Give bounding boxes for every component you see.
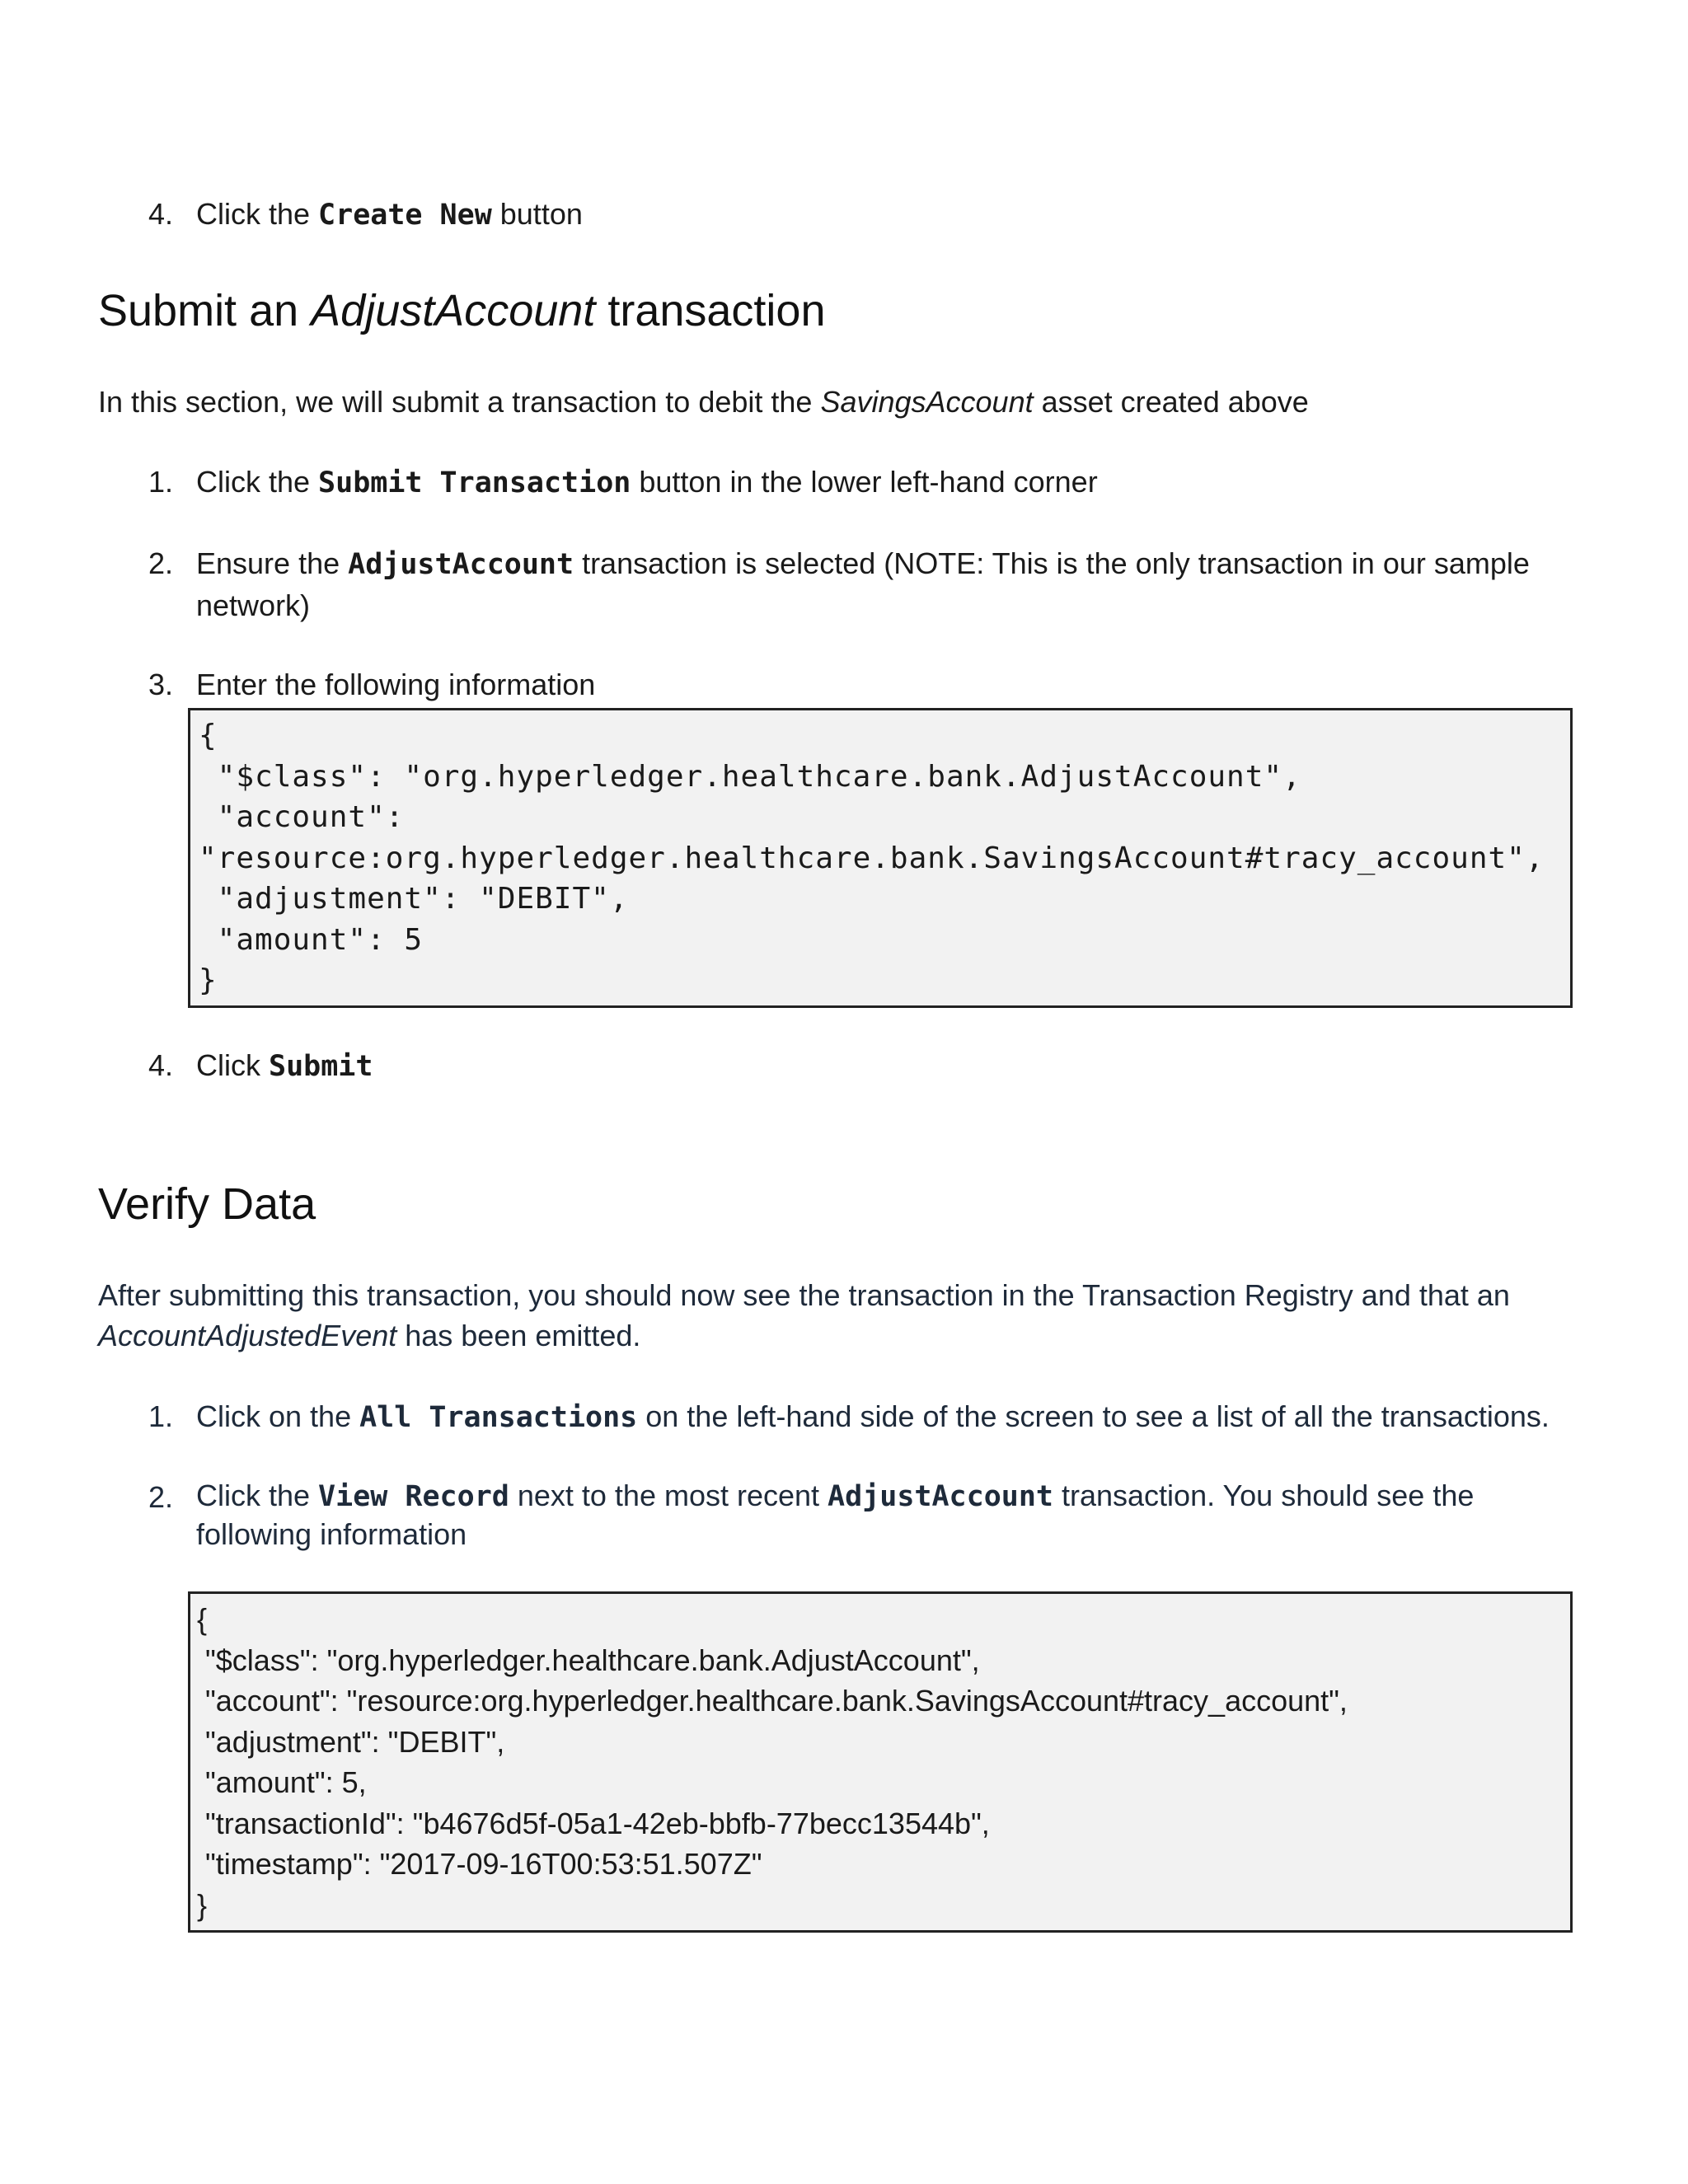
step-enter-information: Enter the following information bbox=[196, 668, 596, 701]
adjustaccount-code: AdjustAccount bbox=[348, 548, 574, 581]
heading-text: transaction bbox=[595, 286, 826, 335]
intro-italic: AccountAdjustedEvent bbox=[98, 1319, 397, 1352]
step-ensure-adjustaccount bbox=[196, 543, 1581, 626]
step-text: transaction. You should see the following information bbox=[196, 1479, 1475, 1551]
code-block-input-text: { "$class": "org.hyperledger.healthcare.bank.AdjustAccount", "account": "resource:org.hyperledger.healthcare.bank.SavingsAccount#tracy_account", "adjustment": "DEBIT", "amount": 5 } bbox=[199, 719, 1545, 997]
verify-intro-paragraph bbox=[98, 1275, 1582, 1356]
step-number: 2. bbox=[148, 546, 173, 580]
step-text: button bbox=[491, 197, 583, 231]
create-new-code: Create New bbox=[318, 199, 492, 232]
step-number: 4. bbox=[148, 1048, 173, 1082]
intro-text: has been emitted. bbox=[396, 1319, 641, 1352]
section-heading-verify: Verify Data bbox=[98, 1179, 316, 1229]
intro-text: asset created above bbox=[1033, 385, 1309, 419]
step-number: 2. bbox=[148, 1480, 173, 1514]
submit-code: Submit bbox=[269, 1050, 373, 1083]
view-record-code: View Record bbox=[318, 1480, 509, 1513]
section-heading-submit bbox=[98, 282, 826, 340]
step-number: 1. bbox=[148, 1399, 173, 1433]
step-number: 4. bbox=[148, 197, 173, 231]
step-text: button in the lower left-hand corner bbox=[631, 465, 1098, 499]
step-text: Click the bbox=[196, 465, 319, 499]
step-submit-transaction bbox=[196, 462, 1098, 504]
code-block-input bbox=[188, 708, 1573, 1008]
step-create-new bbox=[196, 194, 583, 236]
code-block-record-text: { "$class": "org.hyperledger.healthcare.bank.AdjustAccount", "account": "resource:org.hyperledger.healthcare.bank.SavingsAccount#tracy_account", "adjustment": "DEBIT", "amount": 5, "transactionId": "b4676d5f-05a1-42eb-bbfb-77becc13544b", "timestamp": "2017-09-16T00:53:51.507Z" } bbox=[197, 1602, 1348, 1922]
step-view-record bbox=[196, 1477, 1581, 1553]
step-text: Click on the bbox=[196, 1399, 360, 1433]
step-text: on the left-hand side of the screen to see a list of all the transactions. bbox=[637, 1399, 1550, 1433]
step-all-transactions bbox=[196, 1396, 1550, 1438]
code-block-record bbox=[188, 1591, 1573, 1933]
step-text: Click the bbox=[196, 1479, 319, 1512]
step-text: Click bbox=[196, 1048, 269, 1082]
heading-italic: AdjustAccount bbox=[311, 286, 596, 335]
step-number: 3. bbox=[148, 668, 173, 701]
heading-text: Submit an bbox=[98, 286, 312, 335]
intro-italic: SavingsAccount bbox=[820, 385, 1034, 419]
step-text: transaction is selected (NOTE: This is the only transaction in our sample network) bbox=[196, 546, 1530, 622]
all-transactions-code: All Transactions bbox=[359, 1401, 638, 1434]
submit-transaction-code: Submit Transaction bbox=[318, 466, 631, 499]
step-click-submit bbox=[196, 1045, 373, 1087]
intro-text: In this section, we will submit a transaction to debit the bbox=[98, 385, 821, 419]
intro-text: After submitting this transaction, you should now see the transaction in the Transaction Registry and that an bbox=[98, 1278, 1510, 1312]
submit-intro-paragraph bbox=[98, 382, 1582, 422]
step-text: Click the bbox=[196, 197, 319, 231]
adjustaccount-code: AdjustAccount bbox=[828, 1480, 1053, 1513]
step-text: Ensure the bbox=[196, 546, 349, 580]
step-text: next to the most recent bbox=[509, 1479, 828, 1512]
step-number: 1. bbox=[148, 465, 173, 499]
